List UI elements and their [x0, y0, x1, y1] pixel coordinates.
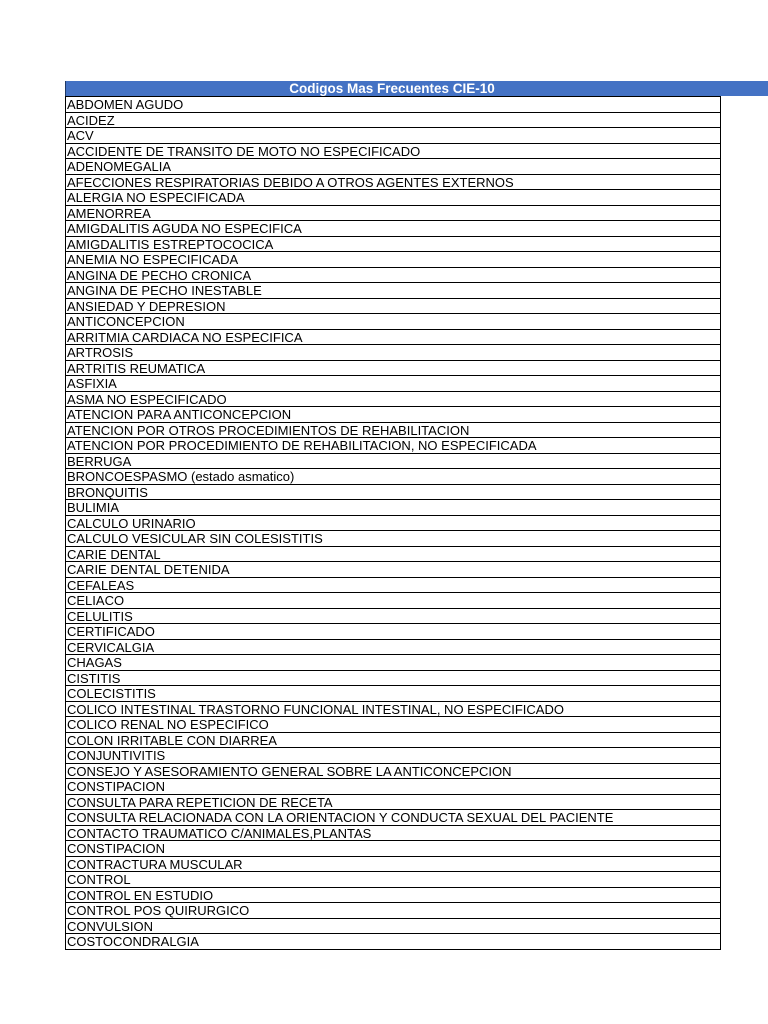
table-row[interactable]: CONSTIPACION [66, 841, 720, 857]
table-row[interactable]: CARIE DENTAL DETENIDA [66, 562, 720, 578]
table-row[interactable]: CONTRACTURA MUSCULAR [66, 857, 720, 873]
table-row[interactable]: ATENCION PARA ANTICONCEPCION [66, 407, 720, 423]
table-row[interactable]: ANGINA DE PECHO CRONICA [66, 268, 720, 284]
table-row[interactable]: CELIACO [66, 593, 720, 609]
table-row[interactable]: ACIDEZ [66, 113, 720, 129]
table-row[interactable]: ANSIEDAD Y DEPRESION [66, 299, 720, 315]
table-row[interactable]: CERVICALGIA [66, 640, 720, 656]
table-row[interactable]: CISTITIS [66, 671, 720, 687]
table-row[interactable]: CONJUNTIVITIS [66, 748, 720, 764]
table-row[interactable]: CERTIFICADO [66, 624, 720, 640]
table-row[interactable]: CONVULSION [66, 919, 720, 935]
table-row[interactable]: ABDOMEN AGUDO [66, 97, 720, 113]
table-row[interactable]: CEFALEAS [66, 578, 720, 594]
table-row[interactable]: ARTRITIS REUMATICA [66, 361, 720, 377]
table-row[interactable]: COSTOCONDRALGIA [66, 934, 720, 950]
table-row[interactable]: CONTROL [66, 872, 720, 888]
table-row[interactable]: ADENOMEGALIA [66, 159, 720, 175]
table-row[interactable]: CONTROL EN ESTUDIO [66, 888, 720, 904]
table-row[interactable]: CONTACTO TRAUMATICO C/ANIMALES,PLANTAS [66, 826, 720, 842]
table-row[interactable]: ATENCION POR PROCEDIMIENTO DE REHABILITACION, NO ESPECIFICADA [66, 438, 720, 454]
table-row[interactable]: CONSULTA RELACIONADA CON LA ORIENTACION Y CONDUCTA SEXUAL DEL PACIENTE [66, 810, 720, 826]
table-row[interactable]: ACCIDENTE DE TRANSITO DE MOTO NO ESPECIFICADO [66, 144, 720, 160]
table-row[interactable]: CALCULO URINARIO [66, 516, 720, 532]
diagnosis-table [65, 96, 721, 950]
table-row[interactable]: AMIGDALITIS ESTREPTOCOCICA [66, 237, 720, 253]
table-row[interactable]: CONSULTA PARA REPETICION DE RECETA [66, 795, 720, 811]
table-row[interactable]: CHAGAS [66, 655, 720, 671]
table-row[interactable]: BRONCOESPASMO (estado asmatico) [66, 469, 720, 485]
table-row[interactable]: BERRUGA [66, 454, 720, 470]
table-row[interactable]: ANGINA DE PECHO INESTABLE [66, 283, 720, 299]
table-row[interactable]: ANEMIA NO ESPECIFICADA [66, 252, 720, 268]
table-row[interactable]: COLON IRRITABLE CON DIARREA [66, 733, 720, 749]
table-row[interactable]: BULIMIA [66, 500, 720, 516]
table-row[interactable]: ATENCION POR OTROS PROCEDIMIENTOS DE REHABILITACION [66, 423, 720, 439]
table-row[interactable]: CALCULO VESICULAR SIN COLESISTITIS [66, 531, 720, 547]
table-row[interactable]: AMIGDALITIS AGUDA NO ESPECIFICA [66, 221, 720, 237]
table-row[interactable]: CONTROL POS QUIRURGICO [66, 903, 720, 919]
table-row[interactable]: ACV [66, 128, 720, 144]
table-row[interactable]: ANTICONCEPCION [66, 314, 720, 330]
table-row[interactable]: CONSEJO Y ASESORAMIENTO GENERAL SOBRE LA ANTICONCEPCION [66, 764, 720, 780]
table-row[interactable]: ARTROSIS [66, 345, 720, 361]
table-row[interactable]: CONSTIPACION [66, 779, 720, 795]
table-row[interactable]: CELULITIS [66, 609, 720, 625]
table-row[interactable]: AFECCIONES RESPIRATORIAS DEBIDO A OTROS AGENTES EXTERNOS [66, 175, 720, 191]
table-row[interactable]: COLICO INTESTINAL TRASTORNO FUNCIONAL INTESTINAL, NO ESPECIFICADO [66, 702, 720, 718]
table-row[interactable]: AMENORREA [66, 206, 720, 222]
table-row[interactable]: ASMA NO ESPECIFICADO [66, 392, 720, 408]
table-row[interactable]: COLECISTITIS [66, 686, 720, 702]
table-row[interactable]: BRONQUITIS [66, 485, 720, 501]
table-row[interactable]: ASFIXIA [66, 376, 720, 392]
table-row[interactable]: CARIE DENTAL [66, 547, 720, 563]
table-row[interactable]: ALERGIA NO ESPECIFICADA [66, 190, 720, 206]
table-row[interactable]: ARRITMIA CARDIACA NO ESPECIFICA [66, 330, 720, 346]
table-row[interactable]: COLICO RENAL NO ESPECIFICO [66, 717, 720, 733]
sheet-title: Codigos Mas Frecuentes CIE-10 [289, 81, 495, 96]
